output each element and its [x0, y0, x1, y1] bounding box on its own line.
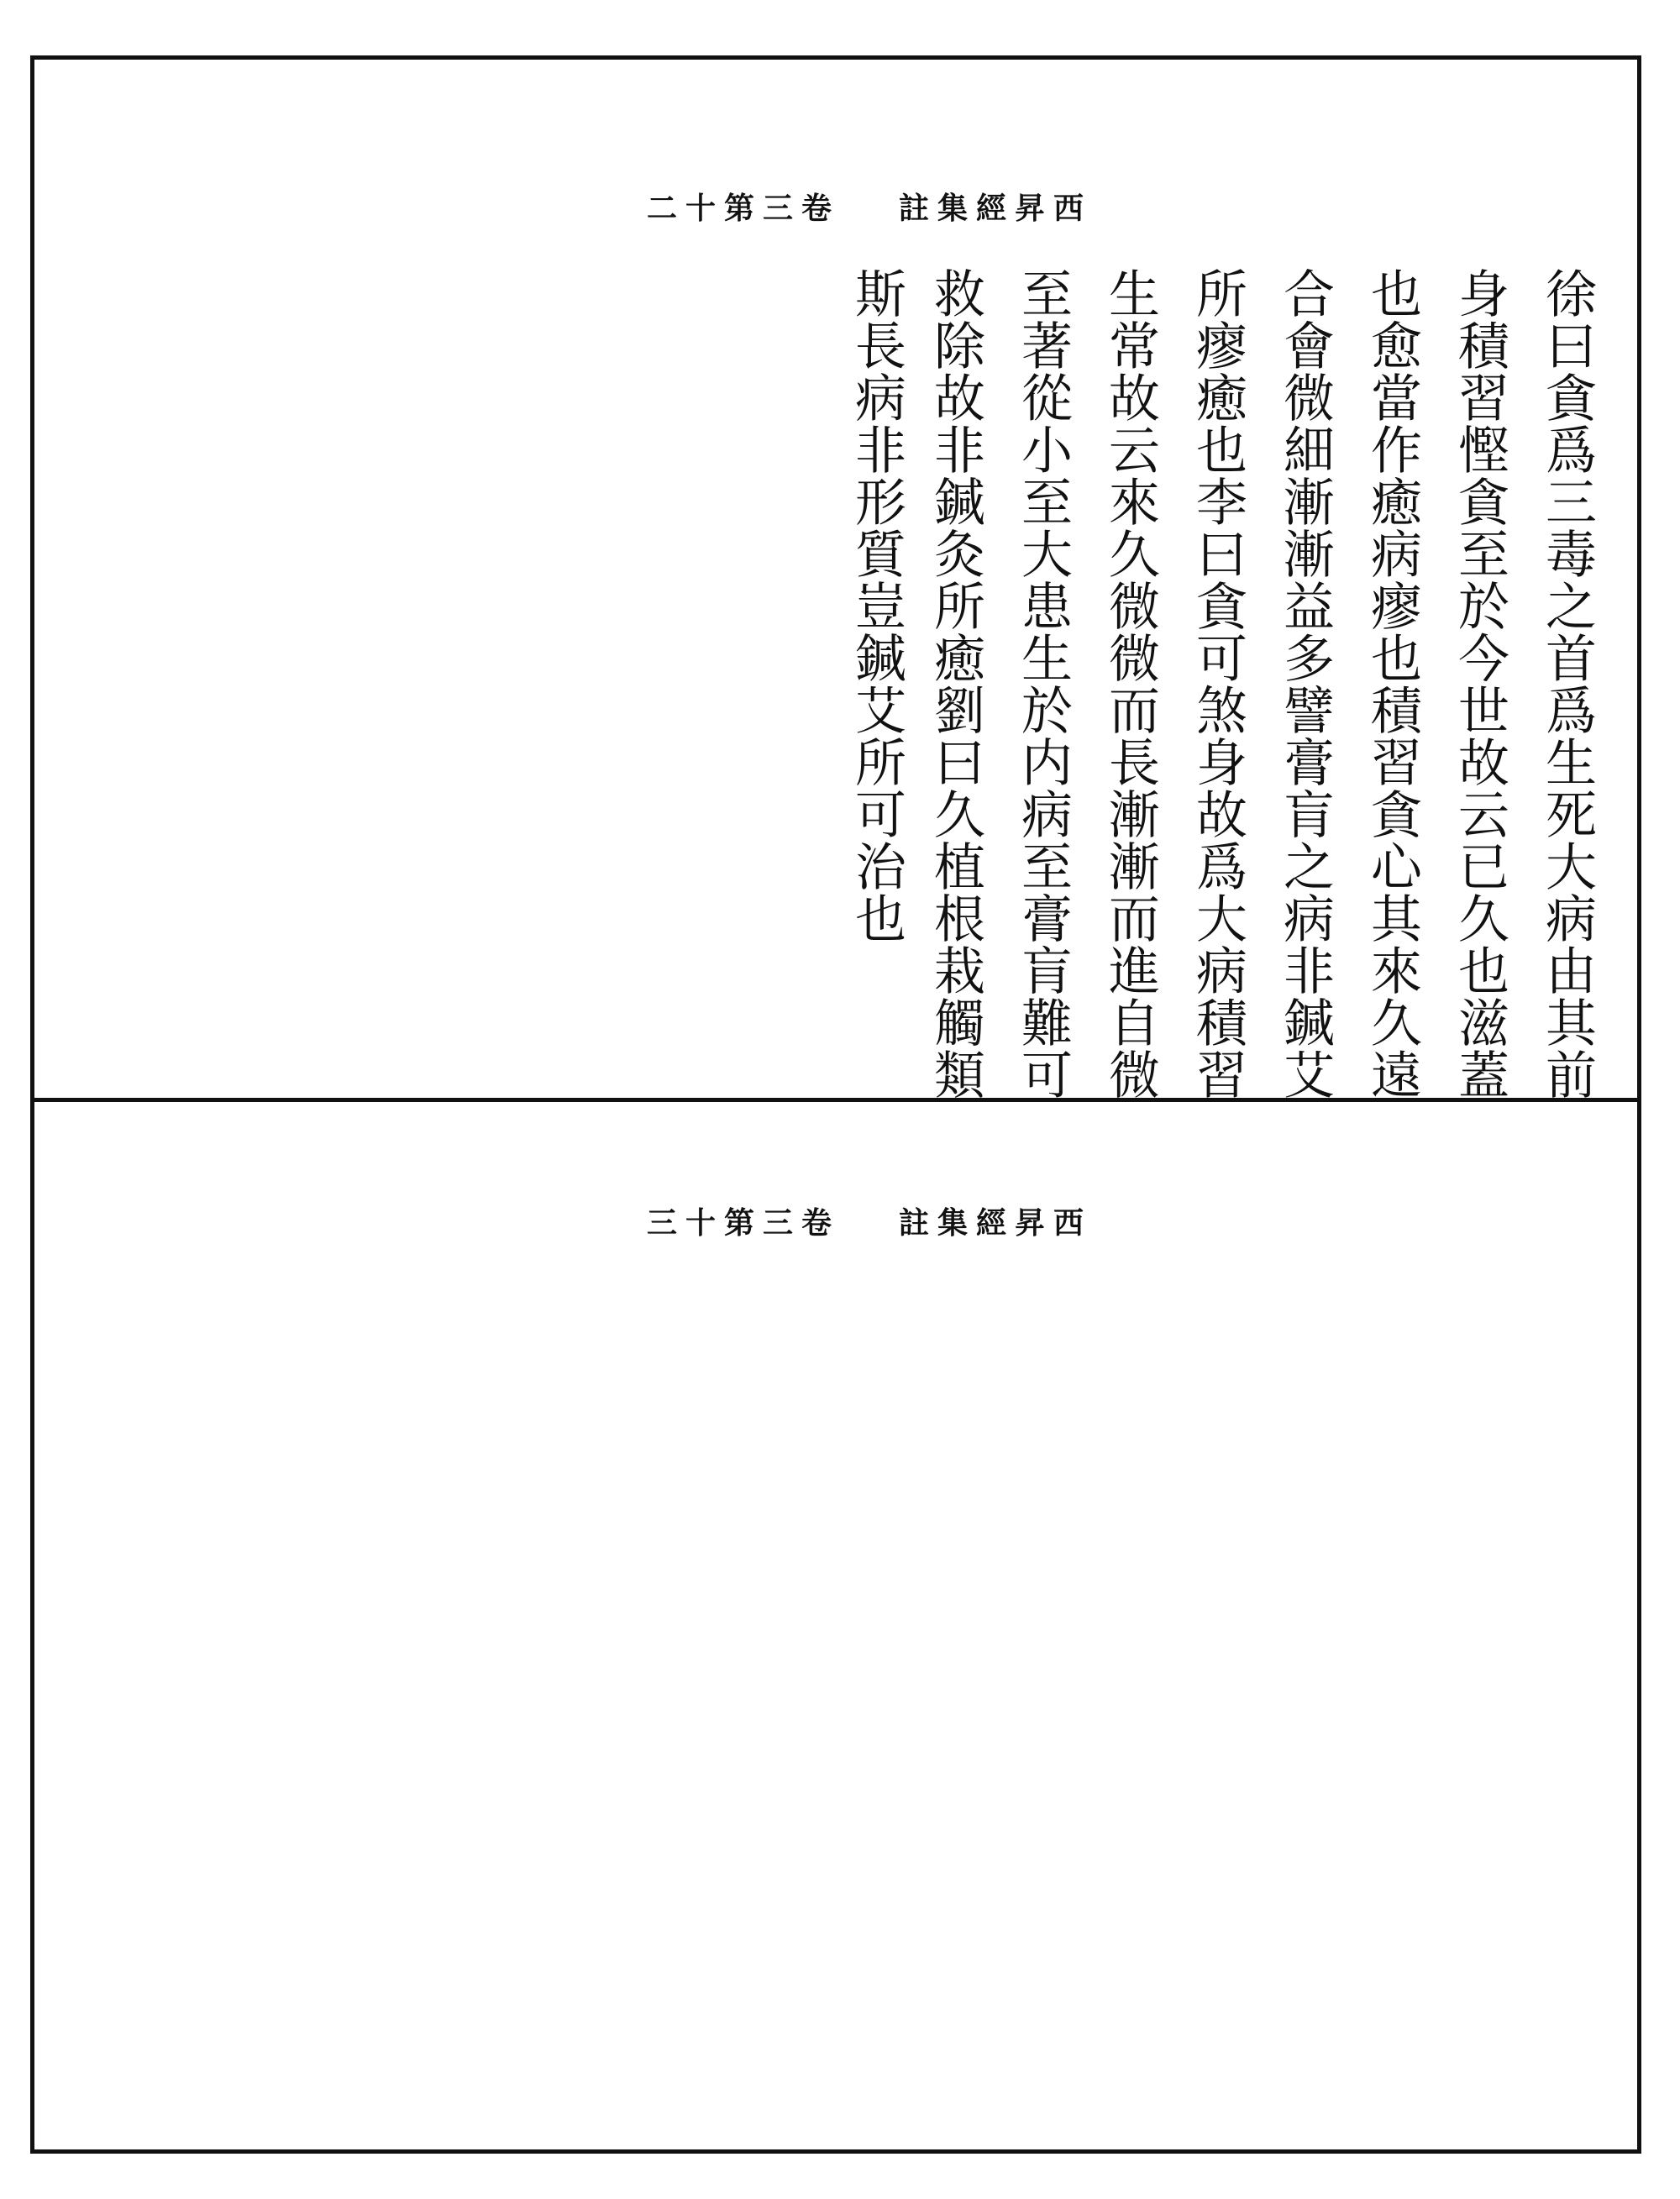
- top-header-volume: 卷三第十二: [647, 191, 841, 226]
- bottom-header: [588, 1199, 1092, 1242]
- top-column: 也愈當作癒病瘳也積習貪心其來久遠: [1362, 267, 1422, 1100]
- top-column: 生常故云來久微微而長漸漸而進自微: [1100, 267, 1160, 1100]
- top-column: 徐曰貪爲三毒之首爲生死大病由其前: [1537, 267, 1597, 1100]
- top-column: 至著從小至大患生於内病至膏肓難可: [1013, 267, 1073, 1100]
- top-column: 身積習慳貪至於今世故云已久也滋蓋: [1450, 267, 1509, 1100]
- top-column: 斯長病非形質豈鍼艾所可治也: [847, 267, 906, 944]
- bottom-header-title: 西昇經集註: [899, 1205, 1093, 1241]
- top-column: 合會微細漸漸益多譬膏肓之病非鍼艾: [1275, 267, 1335, 1100]
- top-header-title: 西昇經集註: [899, 191, 1093, 226]
- top-column: 救除故非鍼灸所癒劉曰久植根栽觸類: [926, 267, 985, 1100]
- top-column: 所瘳癒也李曰貪可煞身故爲大病積習: [1188, 267, 1247, 1100]
- bottom-header-volume: 卷三第十三: [647, 1205, 841, 1241]
- top-header: [588, 185, 1092, 228]
